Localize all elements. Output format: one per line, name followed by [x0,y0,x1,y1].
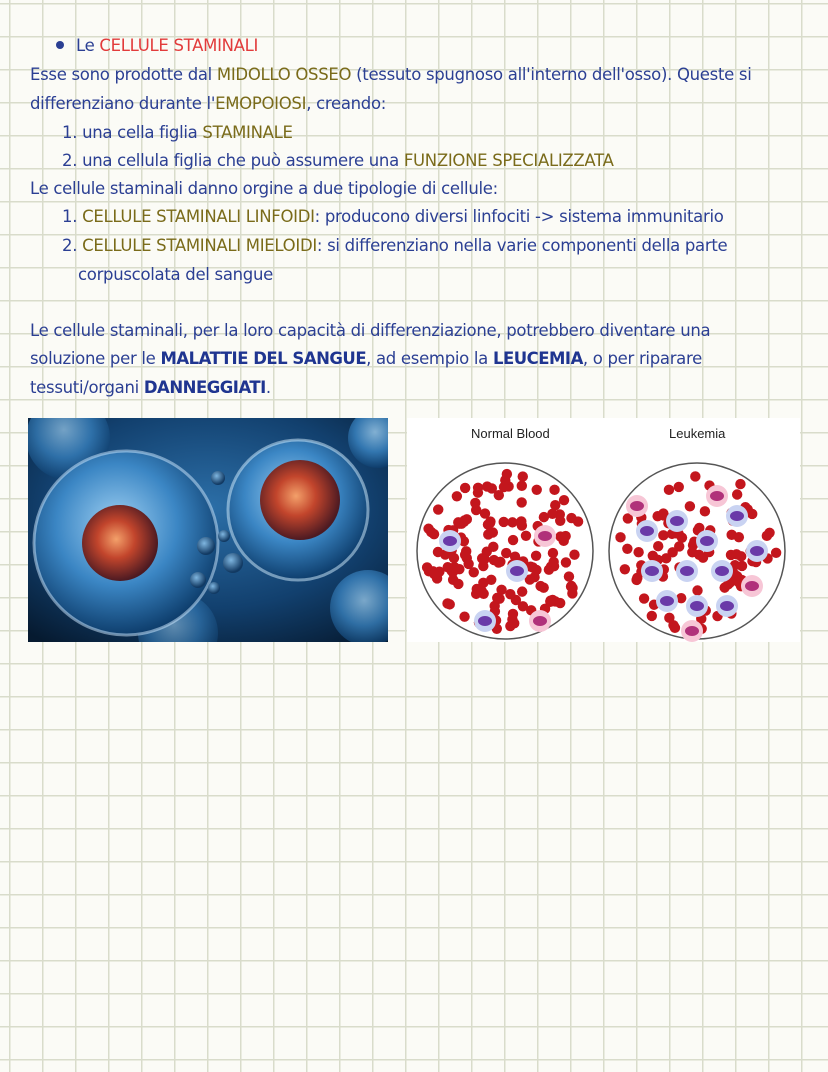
text-span: , creando: [306,94,387,113]
text-span: : si differenziano nella varie componenti della parte [316,236,728,255]
text-span: Le cellule staminali, per la loro capacità di differenziazione, potrebbero diventare una [30,321,711,340]
red-blood-cell [518,471,528,481]
red-blood-cell [690,471,700,481]
red-blood-cell [762,531,772,541]
cell-nucleus [670,516,684,526]
para3-line2 [30,346,702,372]
red-blood-cell [478,554,488,564]
red-blood-cell [559,495,569,505]
highlight-staminale: STAMINALE [202,123,293,142]
para3-line1 [30,318,710,344]
text-span: (tessuto spugnoso all'interno dell'osso). Queste si [351,65,752,84]
red-blood-cell [517,586,527,596]
stem-cells-image [28,418,388,642]
highlight-leucemia: LEUCEMIA [492,349,583,368]
red-blood-cell [429,569,439,579]
red-blood-cell [433,504,443,514]
cell-nucleus [680,566,694,576]
red-blood-cell [561,557,571,567]
para2-line [30,176,498,202]
red-blood-cell [620,564,630,574]
cell-nucleus [630,501,644,511]
red-blood-cell [560,531,570,541]
highlight-emopoiosi: EMOPOIOSI [215,94,307,113]
list1-item1 [62,120,293,146]
list-number: 2. [62,236,78,255]
cell-nucleus [640,526,654,536]
list2-item2 [62,233,727,259]
cell-nucleus [715,566,729,576]
heading-highlight: CELLULE STAMINALI [99,36,259,55]
red-blood-cell [564,571,574,581]
cell-nucleus [745,581,759,591]
text-span: , ad esempio la [366,349,493,368]
cell-nucleus [533,616,547,626]
red-blood-cell [548,548,558,558]
text-span: soluzione per le [30,349,161,368]
highlight-mieloidi: CELLULE STAMINALI MIELOIDI [82,236,317,255]
red-blood-cell [531,551,541,561]
highlight-malattie: MALATTIE DEL SANGUE [160,349,367,368]
red-blood-cell [505,589,515,599]
blood-smear-illustration [407,418,800,642]
list2-item2-cont [78,262,273,288]
para1-line1 [30,62,752,88]
normal-blood-label: Normal Blood [471,426,550,441]
red-blood-cell [633,547,643,557]
list1-item2 [62,148,614,174]
red-blood-cell [452,491,462,501]
red-blood-cell [664,485,674,495]
cell-nucleus [538,531,552,541]
text-span: tessuti/organi [30,378,144,397]
red-blood-cell [489,555,499,565]
red-blood-cell [622,544,632,554]
red-blood-cell [521,531,531,541]
red-blood-cell [507,517,517,527]
cell-nucleus [645,566,659,576]
red-blood-cell [735,479,745,489]
red-blood-cell [726,550,736,560]
red-blood-cell [459,612,469,622]
red-blood-cell [653,541,663,551]
cell-nucleus [478,616,492,626]
cell-nucleus [720,601,734,611]
text-span: una cella figlia [82,123,203,142]
red-blood-cell [631,575,641,585]
red-blood-cell [486,575,496,585]
list-number: 1. [62,207,78,226]
red-blood-cell [445,599,455,609]
text-span: , o per riparare [582,349,702,368]
red-blood-cell [545,595,555,605]
list2-item1 [62,204,724,230]
stem-cells-illustration [28,418,388,642]
red-blood-cell [667,547,677,557]
cell-nucleus [710,491,724,501]
red-blood-cell [423,524,433,534]
text-span: : producono diversi linfociti -> sistema immunitario [314,207,724,226]
red-blood-cell [433,547,443,557]
blood-comparison-figure [407,418,800,642]
red-blood-cell [615,532,625,542]
red-blood-cell [734,532,744,542]
red-blood-cell [647,611,657,621]
red-blood-cell [664,613,674,623]
red-blood-cell [685,501,695,511]
red-blood-cell [469,567,479,577]
red-blood-cell [460,483,470,493]
red-blood-cell [516,516,526,526]
text-span: . [265,378,271,397]
red-blood-cell [485,516,495,526]
red-blood-cell [658,530,668,540]
highlight-midollo: MIDOLLO OSSEO [216,65,352,84]
bullet-icon [56,41,64,49]
red-blood-cell [494,490,504,500]
text-span: differenziano durante l' [30,94,216,113]
red-blood-cell [462,514,472,524]
red-blood-cell [569,549,579,559]
text-span: una cellula figlia che può assumere una [82,151,404,170]
leukemia-label: Leukemia [669,426,726,441]
cell-nucleus [660,596,674,606]
text-span: corpuscolata del sangue [78,265,273,284]
red-blood-cell [548,557,558,567]
highlight-linfoidi: CELLULE STAMINALI LINFOIDI [82,207,315,226]
red-blood-cell [516,497,526,507]
red-blood-cell [700,506,710,516]
red-blood-cell [443,562,453,572]
highlight-funzione: FUNZIONE SPECIALIZZATA [403,151,614,170]
red-blood-cell [639,593,649,603]
red-blood-cell [517,481,527,491]
red-blood-cell [483,529,493,539]
red-blood-cell [477,586,487,596]
cell-nucleus [690,601,704,611]
list-number: 2. [62,151,78,170]
red-blood-cell [566,513,576,523]
text-span: Esse sono prodotte dal [30,65,217,84]
red-blood-cell [566,581,576,591]
heading-line [56,33,258,59]
red-blood-cell [692,585,702,595]
red-blood-cell [535,581,545,591]
red-blood-cell [454,564,464,574]
red-blood-cell [732,489,742,499]
red-blood-cell [771,548,781,558]
red-blood-cell [674,482,684,492]
red-blood-cell [473,483,483,493]
cell-nucleus [443,536,457,546]
red-blood-cell [547,509,557,519]
red-blood-cell [555,516,565,526]
red-blood-cell [502,469,512,479]
cell-nucleus [700,536,714,546]
red-blood-cell [549,485,559,495]
list-number: 1. [62,123,78,142]
red-blood-cell [670,623,680,633]
text-span: Le cellule staminali danno orgine a due tipologie di cellule: [30,179,498,198]
cell-nucleus [685,626,699,636]
red-blood-cell [453,579,463,589]
red-blood-cell [508,609,518,619]
heading-prefix: Le [76,36,95,55]
red-blood-cell [508,535,518,545]
highlight-danneggiati: DANNEGGIATI [143,378,266,397]
red-blood-cell [460,550,470,560]
red-blood-cell [501,548,511,558]
para1-line2 [30,91,386,117]
cell-nucleus [510,566,524,576]
red-blood-cell [471,505,481,515]
red-blood-cell [532,485,542,495]
para3-line3 [30,375,271,401]
cell-nucleus [730,511,744,521]
red-blood-cell [492,593,502,603]
cell-nucleus [750,546,764,556]
